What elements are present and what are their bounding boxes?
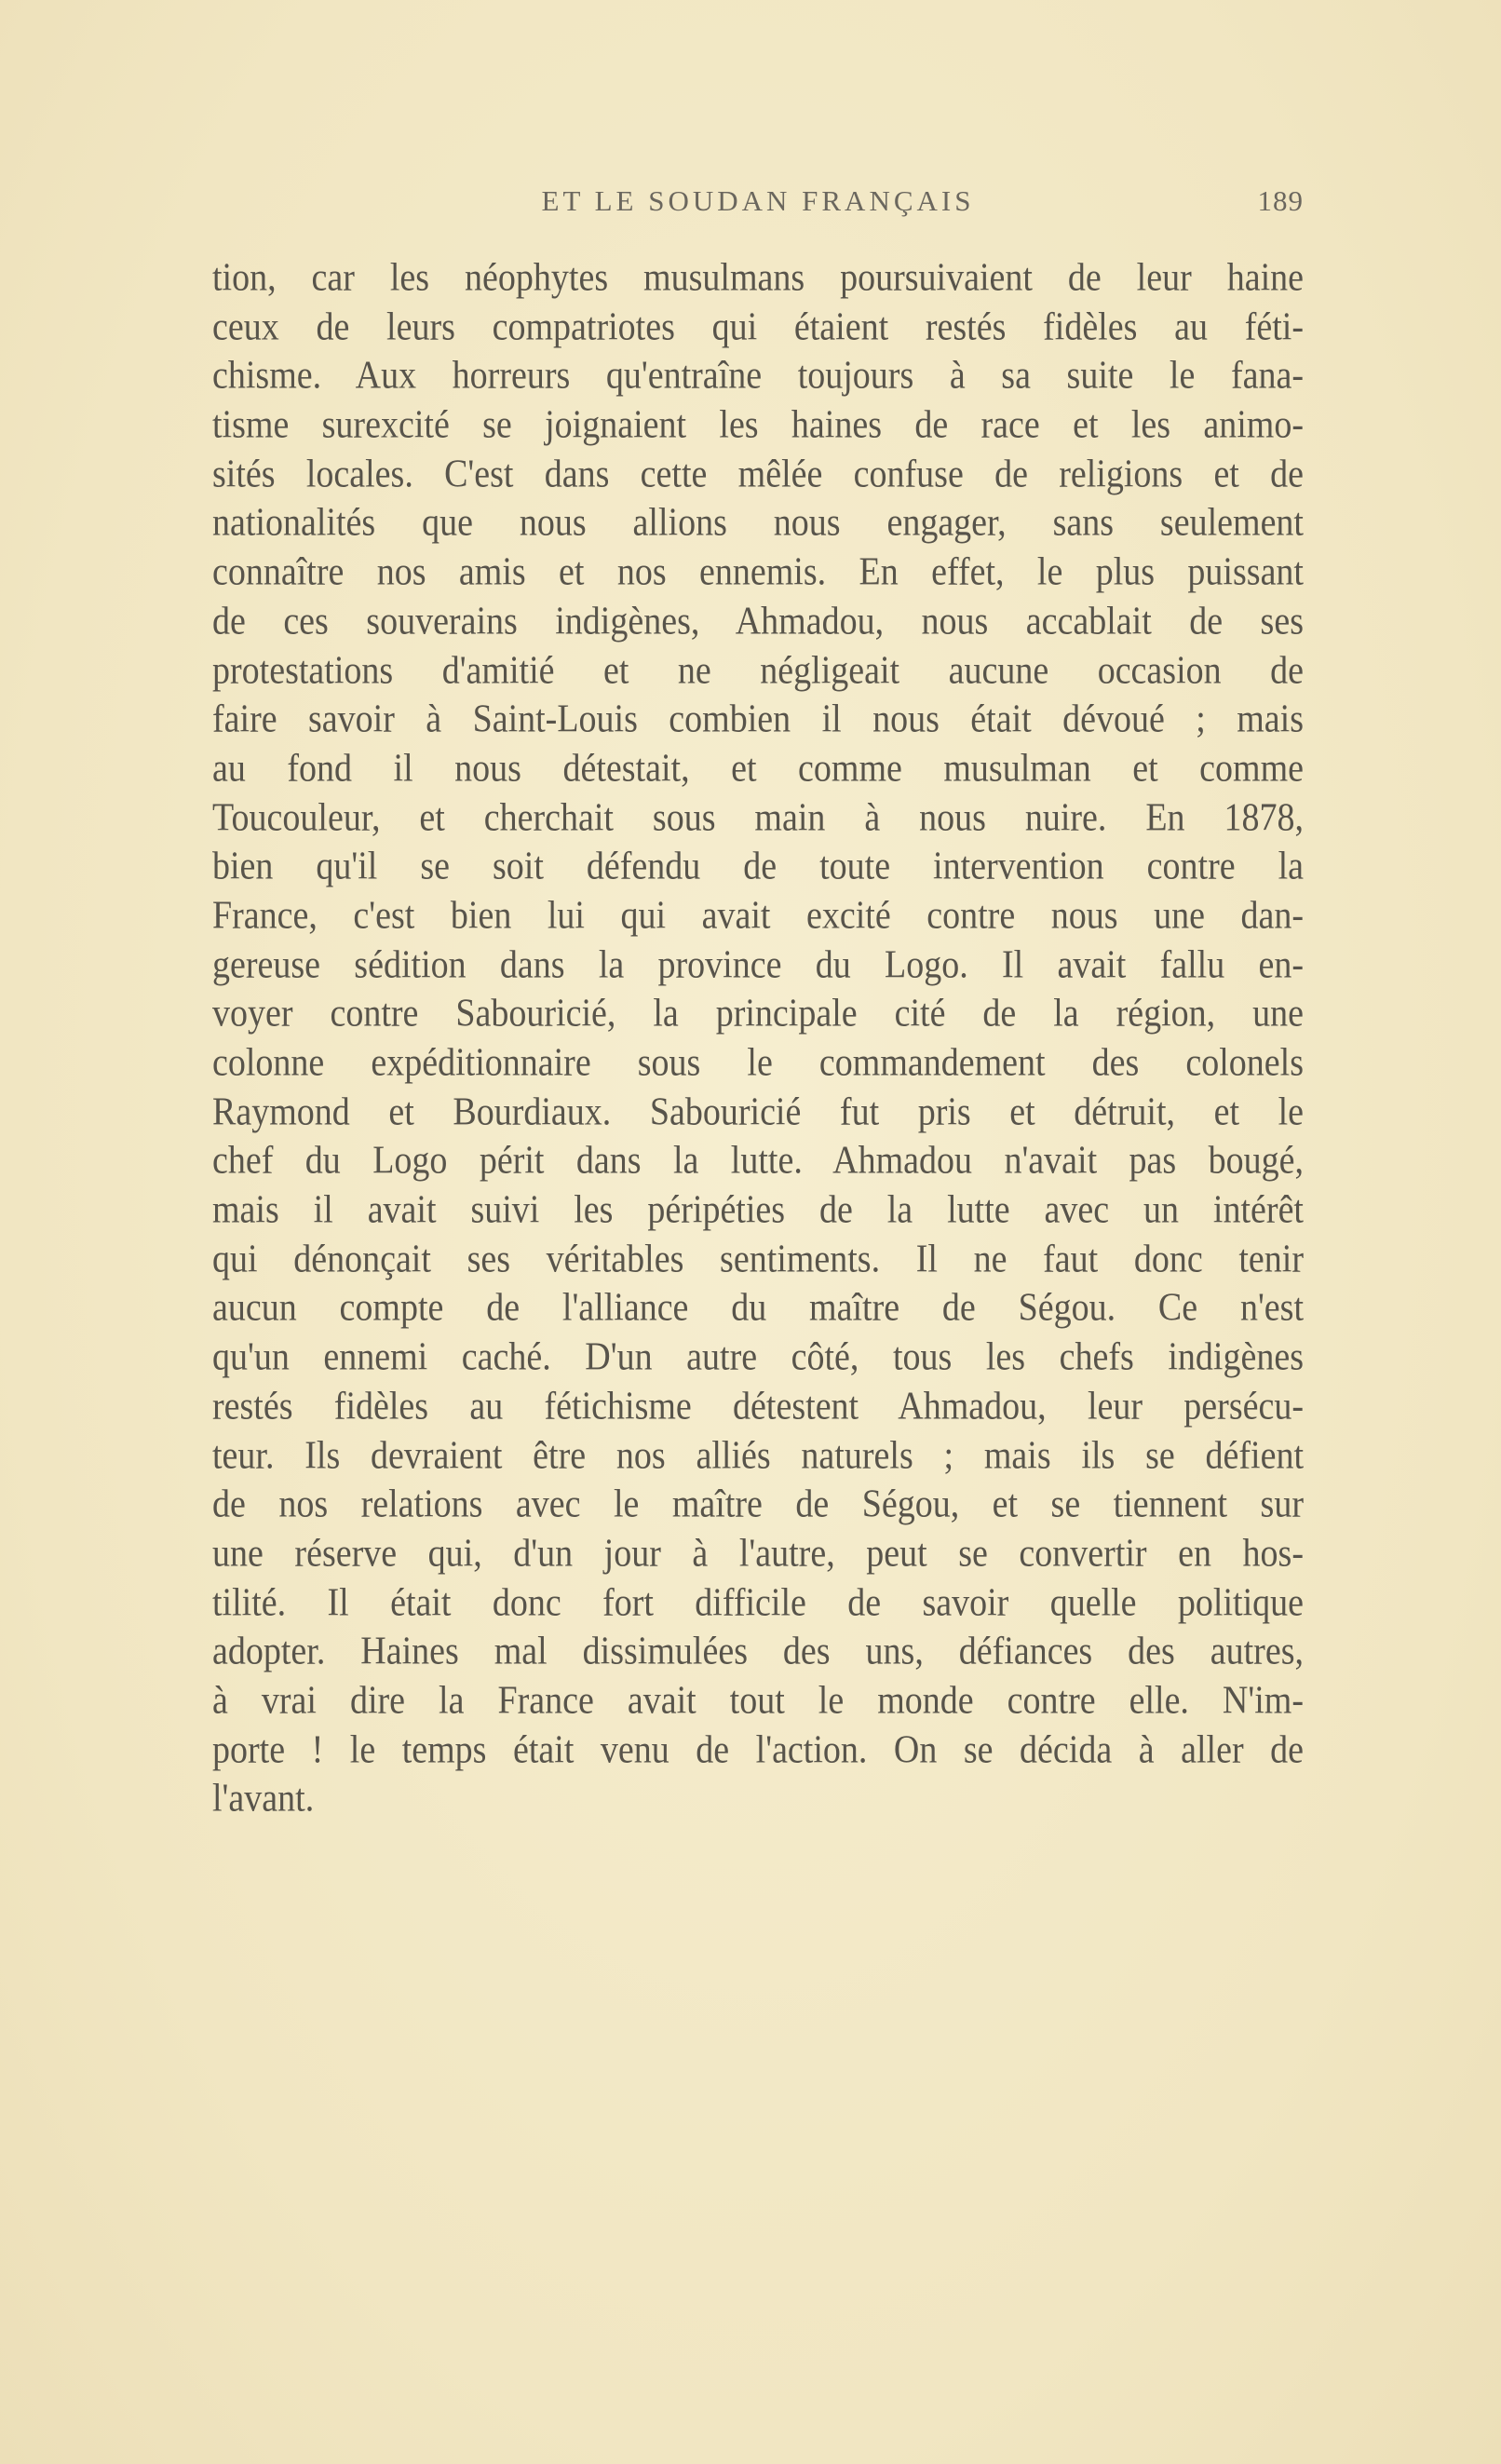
text-line: sités locales. C'est dans cette mêlée confuse de religions et de — [212, 452, 1304, 496]
text-line: voyer contre Sabouricié, la principale cité de la région, une — [212, 991, 1304, 1036]
text-line: au fond il nous détestait, et comme musulman et comme — [212, 746, 1304, 791]
page-header — [212, 184, 1304, 225]
text-line: chef du Logo périt dans la lutte. Ahmadou n'avait pas bougé, — [212, 1138, 1304, 1183]
text-line: teur. Ils devraient être nos alliés naturels ; mais ils se défient — [212, 1432, 1304, 1477]
text-line: France, c'est bien lui qui avait excité contre nous une dan- — [212, 893, 1304, 938]
text-line: mais il avait suivi les péripéties de la lutte avec un intérêt — [212, 1187, 1304, 1232]
text-line: à vrai dire la France avait tout le monde contre elle. N'im- — [212, 1678, 1304, 1723]
text-line: Toucouleur, et cherchait sous main à nous nuire. En 1878, — [212, 795, 1304, 840]
text-line: restés fidèles au fétichisme détestent Ahmadou, leur persécu- — [212, 1384, 1304, 1428]
text-line: aucun compte de l'alliance du maître de Ségou. Ce n'est — [212, 1285, 1304, 1330]
page-number: 189 — [1257, 184, 1304, 217]
text-line: protestations d'amitié et ne négligeait aucune occasion de — [212, 647, 1304, 692]
text-line: tisme surexcité se joignaient les haines de race et les animo- — [212, 402, 1304, 447]
text-line: adopter. Haines mal dissimulées des uns, défiances des autres, — [212, 1629, 1304, 1673]
text-line: gereuse sédition dans la province du Logo. Il avait fallu en- — [212, 942, 1304, 987]
text-line: colonne expéditionnaire sous le commandement des colonels — [212, 1040, 1304, 1085]
text-line: bien qu'il se soit défendu de toute intervention contre la — [212, 844, 1304, 888]
text-line: qui dénonçait ses véritables sentiments. Il ne faut donc tenir — [212, 1237, 1304, 1281]
text-line: l'avant. — [212, 1776, 315, 1821]
text-line: nationalités que nous allions nous engager, sans seulement — [212, 500, 1304, 545]
text-line: de ces souverains indigènes, Ahmadou, nous accablait de ses — [212, 599, 1304, 643]
text-line: qu'un ennemi caché. D'un autre côté, tous les chefs indigènes — [212, 1334, 1304, 1379]
text-line: connaître nos amis et nos ennemis. En effet, le plus puissant — [212, 549, 1304, 594]
text-line: de nos relations avec le maître de Ségou, et se tiennent sur — [212, 1482, 1304, 1526]
text-line: tilité. Il était donc fort difficile de savoir quelle politique — [212, 1580, 1304, 1625]
text-line: tion, car les néophytes musulmans poursuivaient de leur haine — [212, 255, 1304, 300]
running-title: ET LE SOUDAN FRANÇAIS — [541, 184, 975, 217]
text-line: ceux de leurs compatriotes qui étaient restés fidèles au féti- — [212, 305, 1304, 349]
text-line: chisme. Aux horreurs qu'entraîne toujours à sa suite le fana- — [212, 353, 1304, 398]
text-line: faire savoir à Saint-Louis combien il nous était dévoué ; mais — [212, 697, 1304, 741]
text-line: Raymond et Bourdiaux. Sabouricié fut pris et détruit, et le — [212, 1090, 1304, 1134]
text-line: porte ! le temps était venu de l'action. On se décida à aller de — [212, 1727, 1304, 1772]
body-text — [212, 253, 1304, 1823]
text-line: une réserve qui, d'un jour à l'autre, peut se convertir en hos- — [212, 1531, 1304, 1576]
